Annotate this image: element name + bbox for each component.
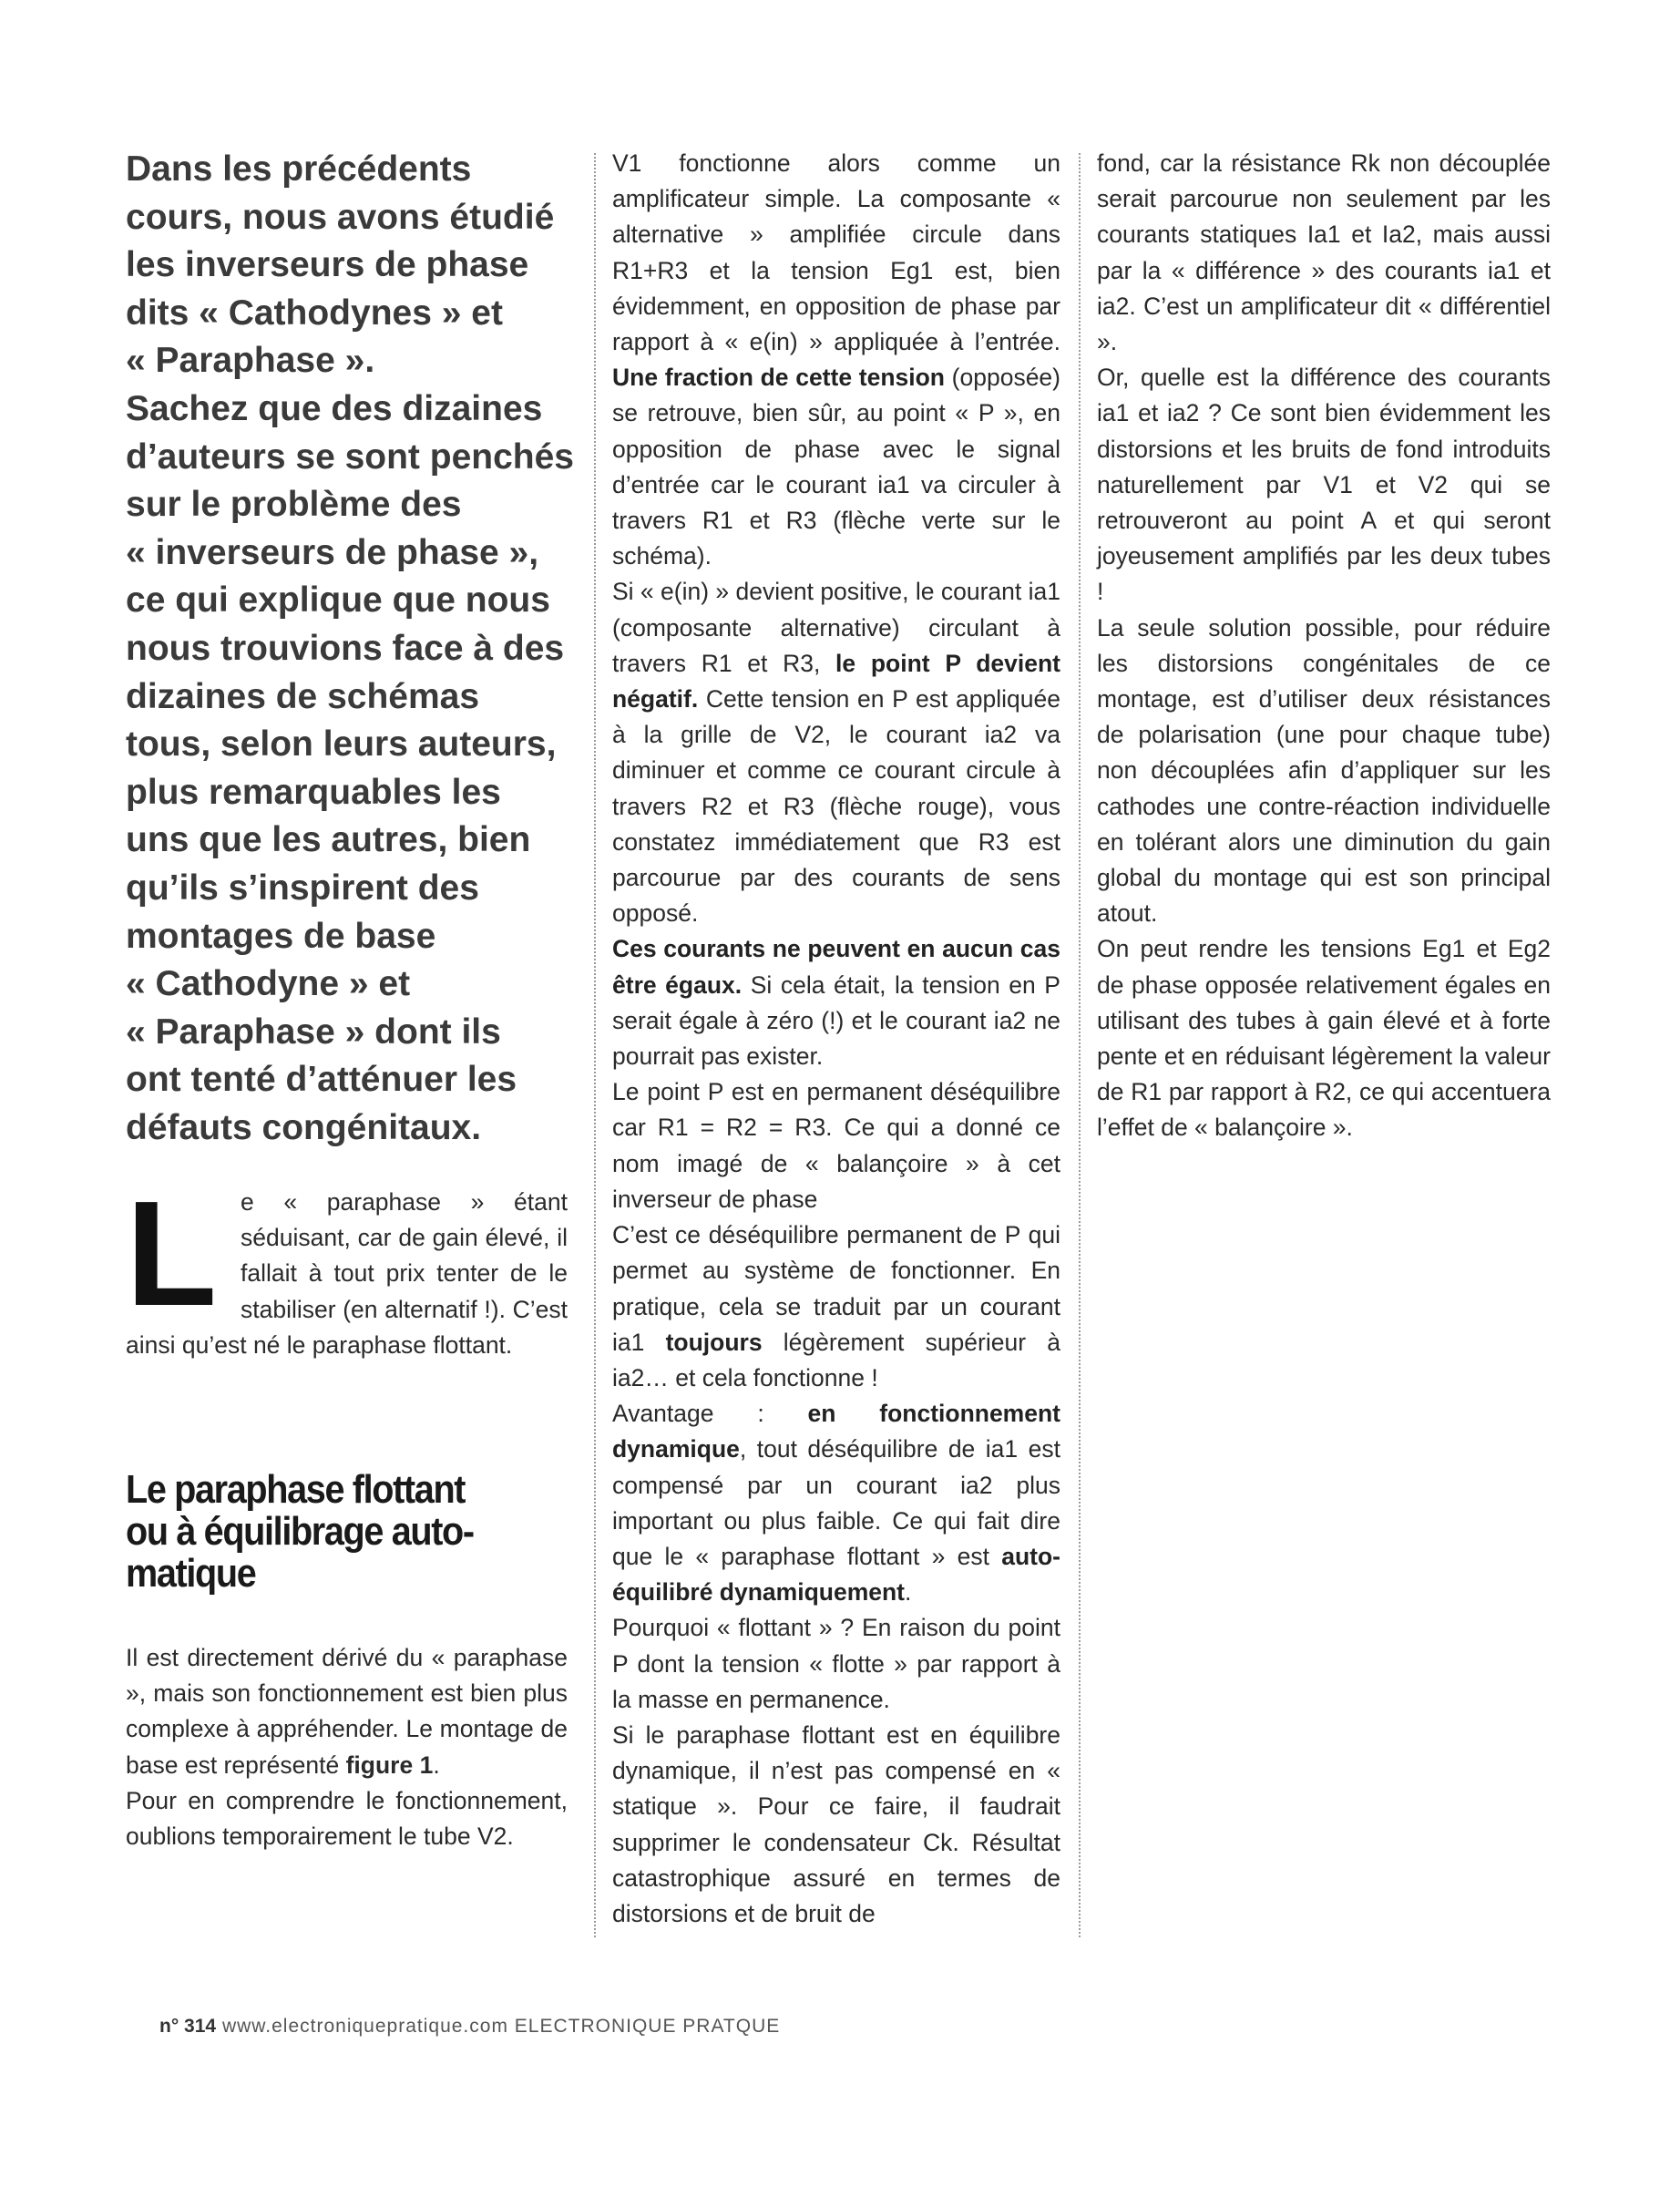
emphasis: toujours: [665, 1328, 763, 1356]
heading-line: Le paraphase flottant: [126, 1467, 466, 1512]
intro-line: d’auteurs se sont penchés: [126, 436, 574, 477]
intro-line: plus remarquables les: [126, 772, 501, 812]
paragraph: On peut rendre les tensions Eg1 et Eg2 de phase opposée relativement égales en utilisant des tubes à gain élevé et à forte pente et en réduisant légèrement la valeur de R1 par rapport à R2, ce qui accentuera l’effet de « balançoire ».: [1097, 935, 1551, 1142]
paragraph: Si le paraphase flottant est en équilibre dynamique, il n’est pas compensé en « statique ». Pour ce faire, il faudrait supprimer le condensateur Ck. Résultat catastrophique assuré en termes de distorsions et de bruit de: [612, 1720, 1060, 1927]
intro-line: Dans les précédents: [126, 149, 472, 189]
page-footer: [159, 2016, 780, 2038]
text-run: V1 fonctionne alors comme un amplificateur simple. La composante « alternative » amplifiée circule dans R1+R3 et la tension Eg1 est, bien évidemment, en opposition de phase par rapport à « e(in) » appliquée à l’entrée.: [612, 149, 1060, 356]
paragraph: [612, 574, 1060, 931]
emphasis: Une fraction de cette tension: [612, 364, 945, 392]
text-run: .: [905, 1578, 912, 1607]
dropcap-paragraph: [126, 1170, 568, 1363]
article-column-2: [612, 146, 1060, 1932]
intro-line: uns que les autres, bien: [126, 820, 531, 860]
intro-line: qu’ils s’inspirent des: [126, 868, 479, 908]
intro-line: nous trouvions face à des: [126, 628, 565, 668]
intro-line: les inverseurs de phase: [126, 245, 529, 285]
paragraph: La seule solution possible, pour réduire les distorsions congénitales de ce montage, est d’utiliser deux résistances de polarisation (une pour chaque tube) non découplées afin d’appliquer sur les cathodes une contre-réaction individuelle en tolérant alors une diminution du gain global du montage qui est son principal atout.: [1097, 613, 1551, 928]
paragraph: fond, car la résistance Rk non découplée serait parcourue non seulement par les courants statiques Ia1 et Ia2, mais aussi par la « différence » des courants ia1 et ia2. C’est un amplificateur dit « différentiel ».: [1097, 149, 1551, 356]
paragraph: [612, 1396, 1060, 1610]
text-run: .: [433, 1751, 440, 1779]
section-heading: [126, 1469, 524, 1595]
paragraph: [612, 1217, 1060, 1396]
intro-line: cours, nous avons étudié: [126, 197, 555, 237]
text-run: (opposée) se retrouve, bien sûr, au point « P », en opposition de phase avec le signal d’entrée car le courant ia1 va circuler à travers R1 et R3 (flèche verte sur le schéma).: [612, 364, 1060, 570]
figure-reference: figure 1: [345, 1751, 434, 1779]
column-divider: [594, 153, 596, 1937]
emphasis: Ces courants ne peuvent en aucun cas être égaux.: [612, 935, 1060, 999]
paragraph: Le point P est en permanent déséquilibre car R1 = R2 = R3. Ce qui a donné ce nom imagé de « balançoire » à cet inverseur de phase: [612, 1078, 1060, 1213]
text-run: Si « e(in) » devient positive, le courant ia1 (composante alternative) circulant à travers R1 et R3,: [612, 578, 1060, 677]
intro-line: « Paraphase ».: [126, 341, 375, 381]
emphasis: en fonctionnement dynamique: [612, 1400, 1060, 1463]
text-run: légèrement supérieur à ia2… et cela fonctionne !: [612, 1328, 1060, 1391]
heading-line: ou à équilibrage auto-: [126, 1509, 474, 1554]
paragraph: [612, 931, 1060, 1074]
text-run: Avantage :: [612, 1400, 808, 1428]
paragraph: Pourquoi « flottant » ? En raison du point P dont la tension « flotte » par rapport à la masse en permanence.: [612, 1614, 1060, 1713]
heading-line: matique: [126, 1551, 256, 1596]
section-body: [126, 1640, 568, 1854]
intro-line: Sachez que des dizaines: [126, 388, 543, 428]
emphasis: auto-équilibré dynamiquement: [612, 1542, 1060, 1607]
intro-line: tous, selon leurs auteurs,: [126, 724, 557, 765]
footer-text: www.electroniquepratique.com ELECTRONIQUE PRATQUE: [221, 2016, 781, 2037]
intro-line: dits « Cathodynes » et: [126, 293, 503, 333]
emphasis: le point P devient négatif.: [612, 649, 1060, 714]
drop-cap-letter: L: [126, 1170, 218, 1337]
paragraph: Or, quelle est la différence des courants ia1 et ia2 ? Ce sont bien évidemment les distorsions et les bruits de fond introduits naturellement par V1 et V2 qui se retrouveront au point A et qui seront joyeusement amplifiés par les deux tubes !: [1097, 364, 1551, 606]
intro-line: montages de base: [126, 916, 436, 956]
intro-line: sur le problème des: [126, 485, 462, 525]
intro-line: « inverseurs de phase »,: [126, 532, 539, 572]
text-run: Il est directement dérivé du « paraphase », mais son fonctionnement est bien plus complexe à appréhender. Le montage de base est représenté: [126, 1644, 568, 1779]
issue-number: n° 314: [159, 2016, 217, 2037]
intro-line: dizaines de schémas: [126, 676, 480, 716]
paragraph: Pour en comprendre le fonctionnement, oublions temporairement le tube V2.: [126, 1786, 568, 1851]
text-run: Si cela était, la tension en P serait égale à zéro (!) et le courant ia2 ne pourrait pas exister.: [612, 970, 1060, 1071]
intro-column: [126, 146, 574, 1152]
column-divider: [1079, 153, 1081, 1937]
intro-line: défauts congénitaux.: [126, 1107, 482, 1147]
text-run: Cette tension en P est appliquée à la grille de V2, le courant ia2 va diminuer et comme ce courant circule à travers R2 et R3 (flèche rouge), vous constatez immédiatement que R3 est parcourue par des courants de sens opposé.: [612, 685, 1060, 928]
article-column-3: [1097, 146, 1551, 1146]
intro-text: [126, 146, 574, 1152]
intro-line: ont tenté d’atténuer les: [126, 1060, 517, 1100]
paragraph: [126, 1640, 568, 1783]
intro-line: « Cathodyne » et: [126, 964, 411, 1004]
intro-line: « Paraphase » dont ils: [126, 1011, 501, 1052]
dropcap-text: e « paraphase » étant séduisant, car de gain élevé, il fallait à tout prix tenter de le stabiliser (en alternatif !). C’est ainsi qu’est né le paraphase flottant.: [126, 1188, 568, 1359]
text-run: , tout déséquilibre de ia1 est compensé par un courant ia2 plus important ou plus faible. Ce qui fait dire que le « paraphase flottant » est: [612, 1435, 1060, 1570]
intro-line: ce qui explique que nous: [126, 580, 550, 621]
text-run: C’est ce déséquilibre permanent de P qui permet au système de fonctionner. En pratique, cela se traduit par un courant ia1: [612, 1221, 1060, 1356]
paragraph: [612, 146, 1060, 574]
